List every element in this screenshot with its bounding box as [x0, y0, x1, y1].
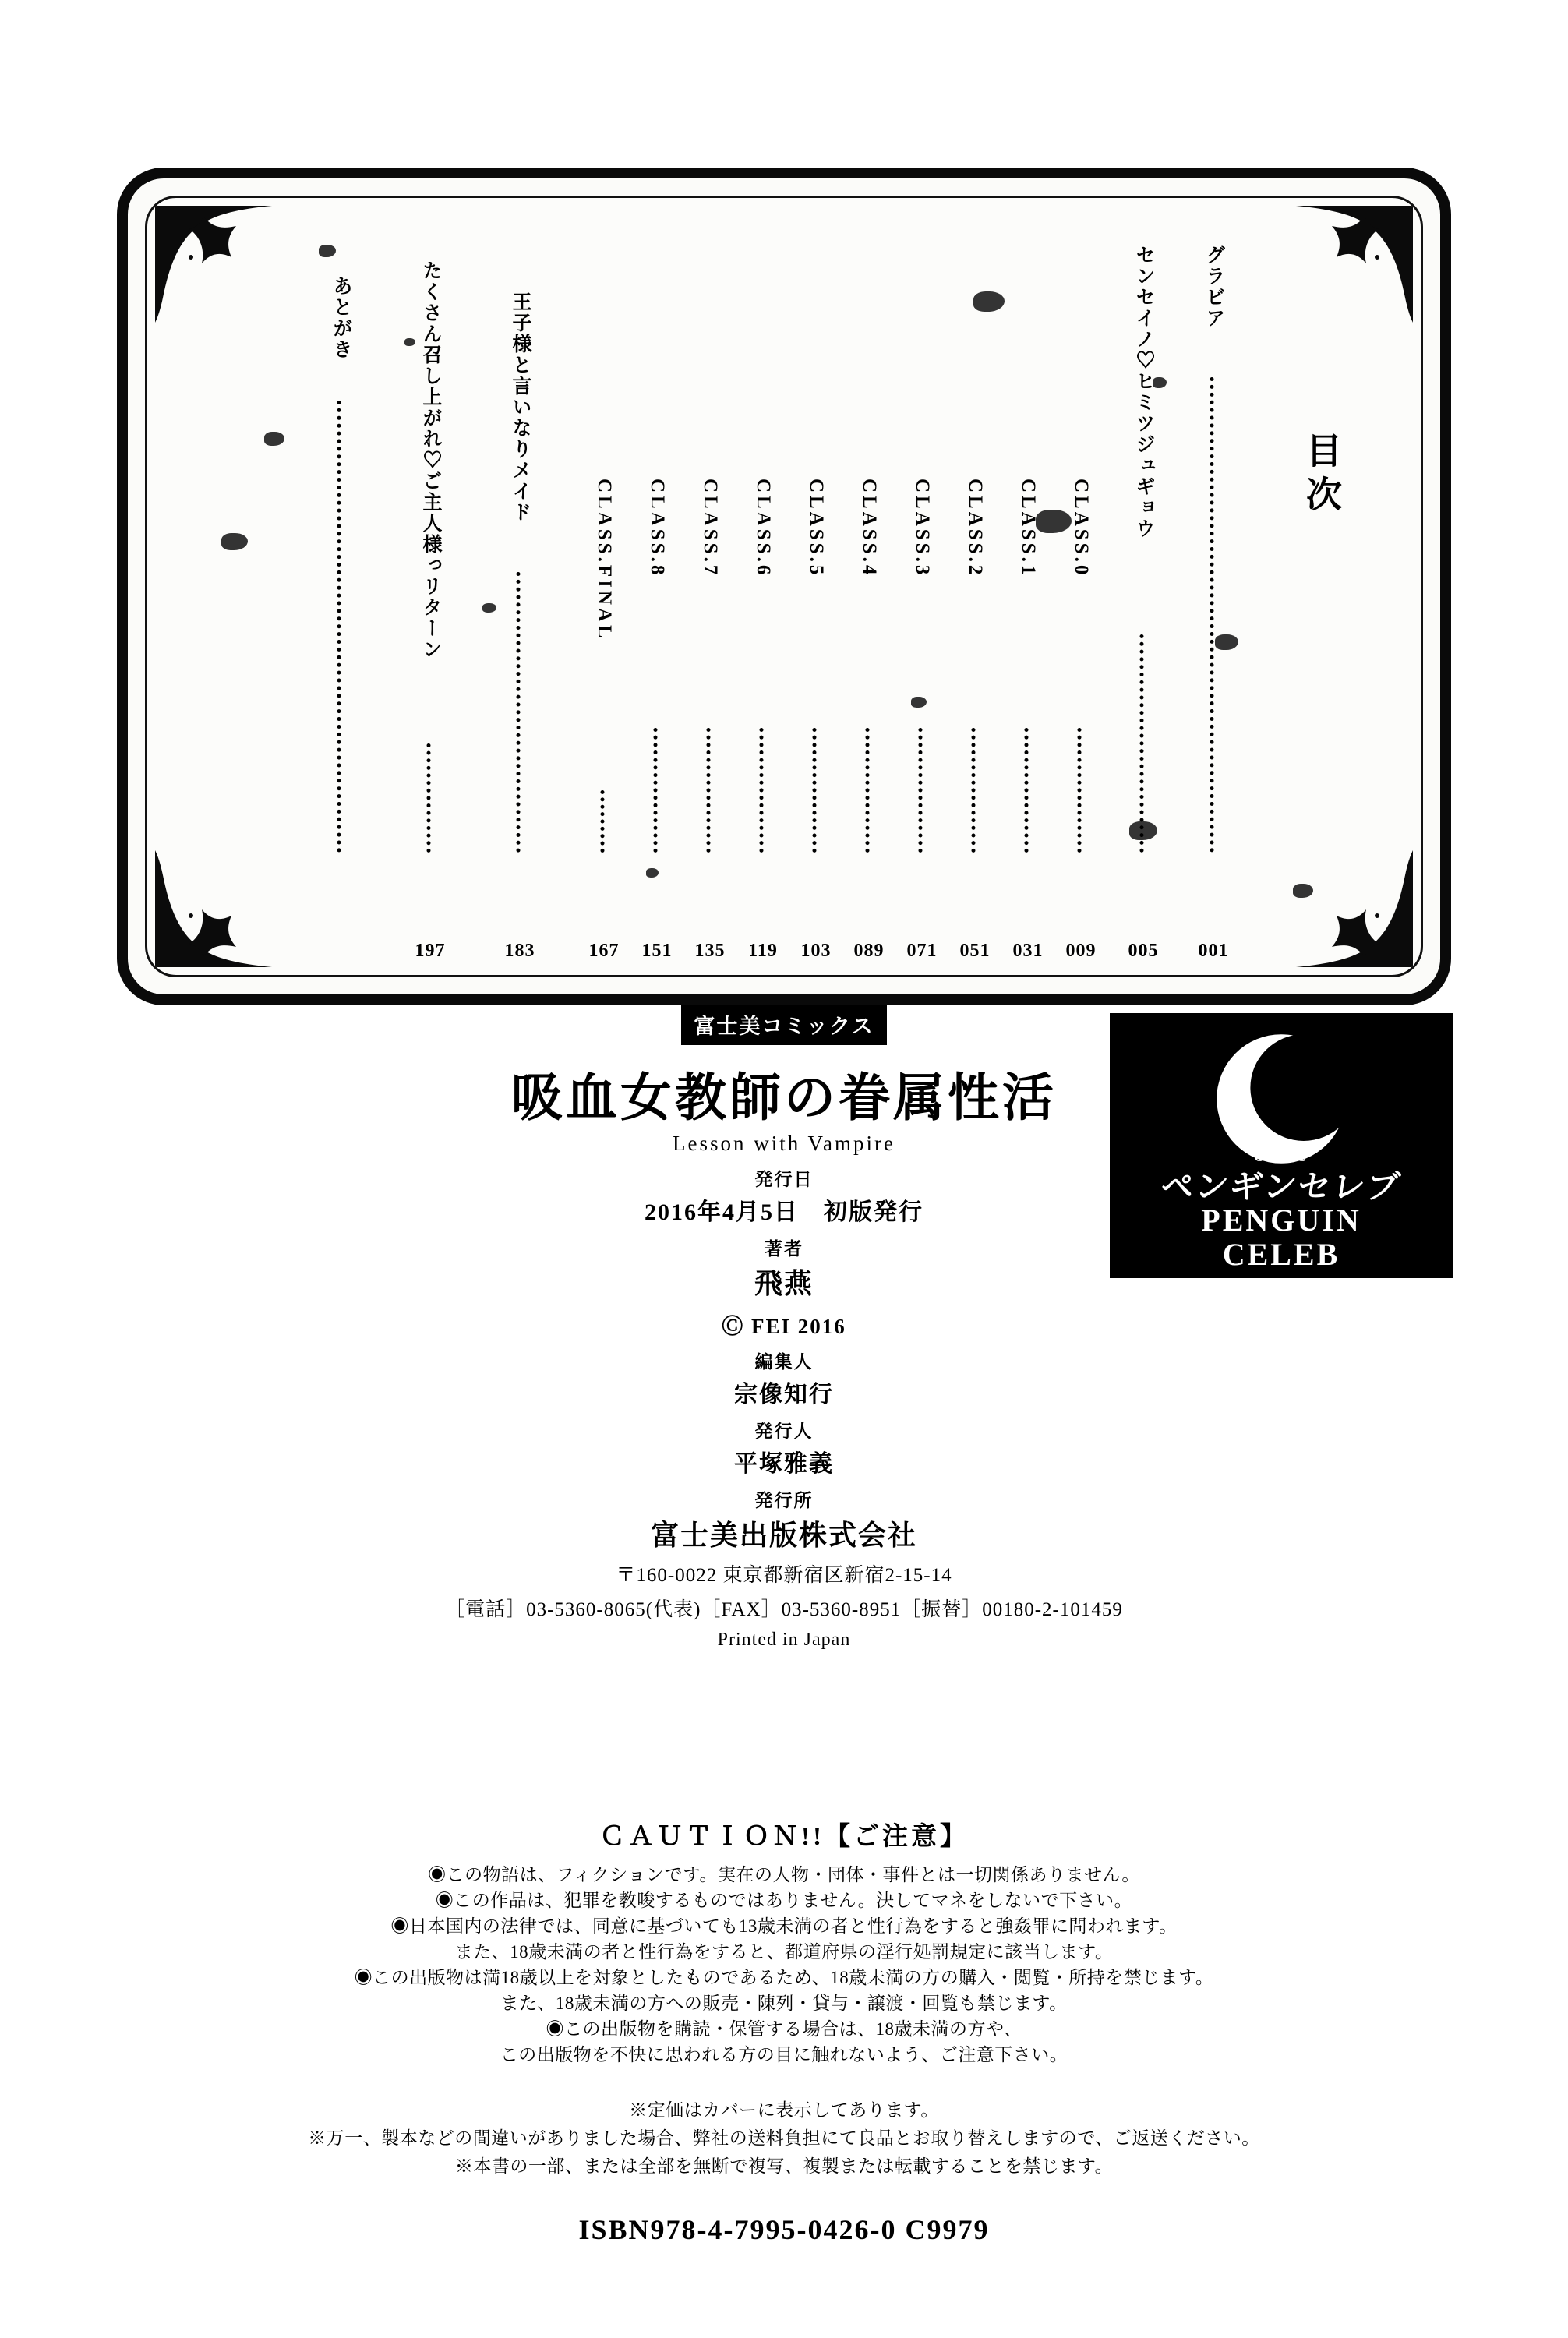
toc-entry[interactable] — [500, 245, 540, 961]
toc-leader-dots — [517, 572, 524, 853]
imprint-badge: 富士美コミックス — [681, 1005, 886, 1045]
toc-entry-label: グラビア — [1203, 245, 1224, 329]
caution-line: ◉この出版物は満18歳以上を対象としたものであるため、18歳未満の方の購入・閲覧・所持を禁じます。 — [354, 1968, 1214, 1987]
toc-heading: 目次 — [1301, 432, 1341, 519]
toc-entry-label: CLASS.6 — [753, 479, 774, 578]
toc-entry[interactable] — [902, 245, 942, 961]
toc-entry-label: CLASS.4 — [859, 479, 880, 578]
toc-leader-dots — [866, 728, 873, 853]
publisher-address: 〒160-0022 東京都新宿区新宿2-15-14 — [616, 1565, 952, 1586]
notes-block — [0, 2096, 1568, 2181]
toc-leader-dots — [337, 401, 344, 853]
toc-leader-dots — [427, 743, 434, 853]
caution-line: ◉この作品は、犯罪を教唆するものではありません。決してマネをしないで下さい。 — [435, 1891, 1133, 1910]
book-title: 吸血女教師の眷属性活 — [511, 1070, 1057, 1127]
toc-entry[interactable] — [320, 245, 361, 931]
toc-leader-dots — [1210, 377, 1217, 853]
toc-entry-page: 001 — [1198, 941, 1229, 961]
editor-label: 編集人 — [754, 1352, 814, 1372]
caution-line: ◉この出版物を購読・保管する場合は、18歳未満の方や、 — [546, 2019, 1022, 2039]
table-of-contents-panel — [117, 168, 1451, 1005]
caution-line: また、18歳未満の方への販売・陳列・貸与・譲渡・回覧も禁じます。 — [500, 1994, 1068, 2013]
logo-kana-text: ペンギンセレブ — [1158, 1170, 1404, 1206]
toc-entry-page: 183 — [504, 941, 535, 961]
toc-entry-page: 197 — [415, 941, 446, 961]
toc-entry-label: CLASS.FINAL — [594, 479, 615, 641]
toc-entry[interactable] — [1123, 245, 1164, 961]
toc-entry-page: 009 — [1065, 941, 1097, 961]
caution-line: この出版物を不快に思われる方の目に触れないよう、ご注意下さい。 — [500, 2045, 1068, 2064]
pubdate-label: 発行日 — [754, 1170, 814, 1189]
toc-entry-page: 031 — [1012, 941, 1044, 961]
toc-entry-page: 103 — [800, 941, 832, 961]
toc-entry[interactable] — [690, 245, 730, 961]
printed-in-japan: Printed in Japan — [717, 1630, 851, 1650]
toc-leader-dots — [760, 728, 767, 853]
toc-entry-label: センセイノ♡ヒミツジュギョウ — [1133, 245, 1154, 539]
toc-leader-dots — [1025, 728, 1032, 853]
toc-inner-frame — [145, 196, 1423, 977]
toc-leader-dots — [972, 728, 979, 853]
toc-entry[interactable] — [637, 245, 677, 961]
toc-entry[interactable] — [796, 245, 836, 961]
caution-line: また、18歳未満の者と性行為をすると、都道府県の淫行処罰規定に該当します。 — [454, 1942, 1114, 1962]
toc-entry-label: あとがき — [330, 276, 351, 360]
toc-entry[interactable] — [849, 245, 889, 961]
publisher-value: 富士美出版株式会社 — [650, 1520, 917, 1551]
publisher-person-value: 平塚雅義 — [734, 1451, 834, 1477]
toc-leader-dots — [1078, 728, 1085, 853]
toc-entry[interactable] — [584, 245, 624, 961]
toc-entry-label: CLASS.8 — [647, 479, 668, 578]
toc-entry-list — [147, 198, 1421, 975]
note-line: ※定価はカバーに表示してあります。 — [629, 2100, 939, 2120]
toc-entry-page: 119 — [748, 941, 778, 961]
toc-entry[interactable] — [955, 245, 995, 961]
toc-leader-dots — [707, 728, 714, 853]
toc-leader-dots — [919, 728, 926, 853]
caution-line: ◉この物語は、フィクションです。実在の人物・団体・事件とは一切関係ありません。 — [428, 1865, 1140, 1884]
caution-line: ◉日本国内の法律では、同意に基づいても13歳未満の者と性行為をすると強姦罪に問われます。 — [390, 1916, 1178, 1936]
toc-entry-label: たくさん召し上がれ♡ご主人様っリターン — [420, 260, 441, 660]
colophon-block — [0, 1005, 1568, 1651]
toc-entry-page: 135 — [694, 941, 726, 961]
toc-entry-page: 051 — [959, 941, 991, 961]
book-subtitle: Lesson with Vampire — [673, 1132, 895, 1155]
copyright-line: Ⓒ FEI 2016 — [722, 1315, 846, 1338]
editor-value: 宗像知行 — [734, 1382, 834, 1407]
toc-leader-dots — [601, 790, 608, 853]
toc-entry-label: CLASS.7 — [700, 479, 721, 578]
isbn-code: ISBN978-4-7995-0426-0 C9979 — [578, 2214, 990, 2245]
toc-leader-dots — [654, 728, 661, 853]
toc-leader-dots — [813, 728, 820, 853]
toc-entry-label: CLASS.0 — [1071, 479, 1092, 578]
logo-comic-word: COMIC — [1254, 1152, 1308, 1164]
toc-entry[interactable] — [1061, 245, 1101, 961]
toc-entry-page: 089 — [853, 941, 885, 961]
toc-entry-label: CLASS.1 — [1018, 479, 1039, 578]
note-line: ※本書の一部、または全部を無断で複写、複製または転載することを禁じます。 — [454, 2156, 1114, 2176]
toc-entry-label: 王子様と言いなりメイド — [510, 291, 531, 523]
toc-entry[interactable] — [1008, 245, 1048, 961]
logo-english-line2: CELEB — [1222, 1237, 1340, 1272]
publisher-label: 発行所 — [754, 1491, 814, 1510]
toc-entry-page: 071 — [906, 941, 938, 961]
toc-entry-page: 005 — [1128, 941, 1159, 961]
caution-title: ＣＡＵＴＩＯＮ!!【ご注意】 — [599, 1823, 969, 1851]
logo-english-line1: PENGUIN — [1201, 1203, 1361, 1238]
publisher-person-label: 発行人 — [754, 1422, 814, 1441]
toc-entry-label: CLASS.5 — [806, 479, 827, 578]
toc-entry-label: CLASS.3 — [912, 479, 933, 578]
toc-entry-page: 151 — [641, 941, 673, 961]
publisher-contact: ［電話］03-5360-8065(代表)［FAX］03-5360-8951［振替］00180-2-101459 — [445, 1599, 1123, 1620]
pubdate-value: 2016年4月5日 初版発行 — [645, 1199, 923, 1225]
toc-entry-label: CLASS.2 — [965, 479, 986, 578]
author-label: 著者 — [765, 1239, 803, 1259]
caution-block — [0, 1816, 1568, 2068]
toc-entry-page: 167 — [588, 941, 620, 961]
author-value: 飛燕 — [754, 1268, 814, 1299]
toc-entry[interactable] — [410, 245, 450, 961]
toc-entry[interactable] — [743, 245, 783, 961]
toc-entry[interactable] — [1193, 245, 1234, 961]
toc-leader-dots — [1140, 634, 1147, 853]
note-line: ※万一、製本などの間違いがありました場合、弊社の送料負担にて良品とお取り替えしますので、ご返送ください。 — [308, 2128, 1260, 2148]
